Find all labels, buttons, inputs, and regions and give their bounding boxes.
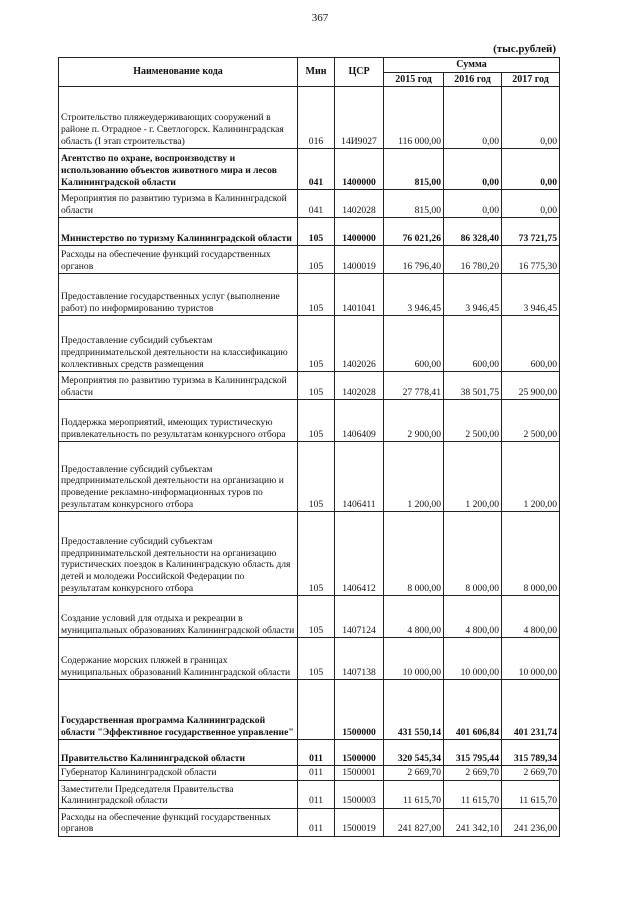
row-2016: 0,00 xyxy=(444,87,502,149)
row-2017: 11 615,70 xyxy=(502,780,560,808)
row-2017: 2 500,00 xyxy=(502,400,560,442)
row-2016: 600,00 xyxy=(444,316,502,372)
row-2016: 8 000,00 xyxy=(444,512,502,596)
row-min: 011 xyxy=(298,740,335,766)
row-2016: 3 946,45 xyxy=(444,274,502,316)
row-2017: 10 000,00 xyxy=(502,638,560,680)
row-min: 105 xyxy=(298,400,335,442)
row-csr: 1406412 xyxy=(335,512,384,596)
row-name: Предоставление субсидий субъектам предпринимательской деятельности на классификацию коллективных средств размещения xyxy=(59,316,298,372)
row-2015: 815,00 xyxy=(384,190,444,218)
row-2016: 315 795,44 xyxy=(444,740,502,766)
row-min: 105 xyxy=(298,512,335,596)
row-name: Строительство пляжеудерживающих сооружений в районе п. Отрадное - г. Светлогорск. Калининградская область (I этап строительства) xyxy=(59,87,298,149)
row-csr: 1407124 xyxy=(335,596,384,638)
table-row xyxy=(59,680,560,740)
row-name: Создание условий для отдыха и рекреации в муниципальных образованиях Калининградской области xyxy=(59,596,298,638)
row-2017: 315 789,34 xyxy=(502,740,560,766)
row-2016: 0,00 xyxy=(444,149,502,190)
row-csr: 1400019 xyxy=(335,246,384,274)
row-2016: 16 780,20 xyxy=(444,246,502,274)
row-2017: 600,00 xyxy=(502,316,560,372)
table-row xyxy=(59,218,560,246)
row-name: Заместители Председателя Правительства Калининградской области xyxy=(59,780,298,808)
row-min: 041 xyxy=(298,190,335,218)
row-2017: 8 000,00 xyxy=(502,512,560,596)
row-2017: 0,00 xyxy=(502,190,560,218)
table-row xyxy=(59,190,560,218)
table-row xyxy=(59,274,560,316)
row-min: 105 xyxy=(298,316,335,372)
header-2017: 2017 год xyxy=(502,72,560,87)
row-2016: 1 200,00 xyxy=(444,442,502,512)
row-2016: 0,00 xyxy=(444,190,502,218)
row-2015: 431 550,14 xyxy=(384,680,444,740)
row-name: Государственная программа Калининградской области "Эффективное государственное управление" xyxy=(59,680,298,740)
row-2015: 11 615,70 xyxy=(384,780,444,808)
row-2016: 4 800,00 xyxy=(444,596,502,638)
row-csr: 14И9027 xyxy=(335,87,384,149)
row-2016: 10 000,00 xyxy=(444,638,502,680)
table-row xyxy=(59,638,560,680)
row-2016: 241 342,10 xyxy=(444,808,502,836)
row-name: Содержание морских пляжей в границах муниципальных образований Калининградской области xyxy=(59,638,298,680)
header-2016: 2016 год xyxy=(444,72,502,87)
page-number: 367 xyxy=(311,12,329,24)
row-csr: 1500000 xyxy=(335,680,384,740)
row-2017: 401 231,74 xyxy=(502,680,560,740)
row-2015: 116 000,00 xyxy=(384,87,444,149)
table-row xyxy=(59,780,560,808)
row-csr: 1500003 xyxy=(335,780,384,808)
row-name: Расходы на обеспечение функций государственных органов xyxy=(59,808,298,836)
row-2015: 10 000,00 xyxy=(384,638,444,680)
header-name: Наименование кода xyxy=(59,58,298,87)
row-2015: 16 796,40 xyxy=(384,246,444,274)
row-name: Правительство Калининградской области xyxy=(59,740,298,766)
row-2015: 1 200,00 xyxy=(384,442,444,512)
table-row xyxy=(59,596,560,638)
row-2016: 11 615,70 xyxy=(444,780,502,808)
table-row xyxy=(59,87,560,149)
row-2015: 815,00 xyxy=(384,149,444,190)
row-min: 105 xyxy=(298,246,335,274)
row-2015: 3 946,45 xyxy=(384,274,444,316)
table-row xyxy=(59,316,560,372)
row-min: 105 xyxy=(298,442,335,512)
row-2017: 0,00 xyxy=(502,87,560,149)
table-row xyxy=(59,442,560,512)
row-2015: 27 778,41 xyxy=(384,372,444,400)
row-2017: 241 236,00 xyxy=(502,808,560,836)
row-name: Предоставление государственных услуг (выполнение работ) по информированию туристов xyxy=(59,274,298,316)
row-csr: 1402026 xyxy=(335,316,384,372)
row-2017: 2 669,70 xyxy=(502,766,560,781)
row-csr: 1407138 xyxy=(335,638,384,680)
row-name: Министерство по туризму Калининградской области xyxy=(59,218,298,246)
row-2015: 600,00 xyxy=(384,316,444,372)
row-2015: 2 900,00 xyxy=(384,400,444,442)
row-2016: 401 606,84 xyxy=(444,680,502,740)
row-min: 105 xyxy=(298,274,335,316)
table-row xyxy=(59,400,560,442)
row-2017: 25 900,00 xyxy=(502,372,560,400)
row-2016: 2 669,70 xyxy=(444,766,502,781)
header-csr: ЦСР xyxy=(335,58,384,87)
row-2017: 0,00 xyxy=(502,149,560,190)
row-2017: 16 775,30 xyxy=(502,246,560,274)
units-note: (тыс.рублей) xyxy=(493,43,556,55)
row-csr: 1500019 xyxy=(335,808,384,836)
row-name: Расходы на обеспечение функций государственных органов xyxy=(59,246,298,274)
table-row xyxy=(59,149,560,190)
row-2017: 1 200,00 xyxy=(502,442,560,512)
table-row xyxy=(59,246,560,274)
row-2015: 241 827,00 xyxy=(384,808,444,836)
row-name: Губернатор Калининградской области xyxy=(59,766,298,781)
row-2017: 73 721,75 xyxy=(502,218,560,246)
row-2016: 2 500,00 xyxy=(444,400,502,442)
row-name: Предоставление субсидий субъектам предпринимательской деятельности на организацию и проведение рекламно-информационных туров по результатам конкурсного отбора xyxy=(59,442,298,512)
row-min: 016 xyxy=(298,87,335,149)
row-csr: 1406409 xyxy=(335,400,384,442)
row-min: 011 xyxy=(298,766,335,781)
budget-table xyxy=(58,57,560,837)
row-name: Поддержка мероприятий, имеющих туристическую привлекательность по результатам конкурсного отбора xyxy=(59,400,298,442)
row-csr: 1406411 xyxy=(335,442,384,512)
row-2015: 8 000,00 xyxy=(384,512,444,596)
row-min: 041 xyxy=(298,149,335,190)
row-2017: 3 946,45 xyxy=(502,274,560,316)
row-2016: 86 328,40 xyxy=(444,218,502,246)
row-min: 105 xyxy=(298,218,335,246)
table-row xyxy=(59,372,560,400)
row-min xyxy=(298,680,335,740)
row-2015: 4 800,00 xyxy=(384,596,444,638)
header-min: Мин xyxy=(298,58,335,87)
row-name: Агентство по охране, воспроизводству и использованию объектов животного мира и лесов Калининградской области xyxy=(59,149,298,190)
row-2016: 38 501,75 xyxy=(444,372,502,400)
row-csr: 1400000 xyxy=(335,149,384,190)
header-row xyxy=(59,58,560,73)
row-csr: 1402028 xyxy=(335,190,384,218)
row-2017: 4 800,00 xyxy=(502,596,560,638)
row-2015: 76 021,26 xyxy=(384,218,444,246)
row-name: Мероприятия по развитию туризма в Калининградской области xyxy=(59,372,298,400)
row-min: 105 xyxy=(298,638,335,680)
header-2015: 2015 год xyxy=(384,72,444,87)
row-min: 105 xyxy=(298,596,335,638)
row-csr: 1402028 xyxy=(335,372,384,400)
row-csr: 1500000 xyxy=(335,740,384,766)
row-2015: 2 669,70 xyxy=(384,766,444,781)
row-name: Мероприятия по развитию туризма в Калининградской области xyxy=(59,190,298,218)
table-row xyxy=(59,766,560,781)
table-row xyxy=(59,740,560,766)
row-csr: 1400000 xyxy=(335,218,384,246)
row-min: 105 xyxy=(298,372,335,400)
table-row xyxy=(59,808,560,836)
row-min: 011 xyxy=(298,808,335,836)
row-name: Предоставление субсидий субъектам предпринимательской деятельности на организацию туристических поездок в Калининградскую область для детей и молодежи Российской Федерации по результатам конкурсного отбора xyxy=(59,512,298,596)
row-csr: 1401041 xyxy=(335,274,384,316)
header-sum: Сумма xyxy=(384,58,560,73)
row-csr: 1500001 xyxy=(335,766,384,781)
row-min: 011 xyxy=(298,780,335,808)
row-2015: 320 545,34 xyxy=(384,740,444,766)
table-row xyxy=(59,512,560,596)
